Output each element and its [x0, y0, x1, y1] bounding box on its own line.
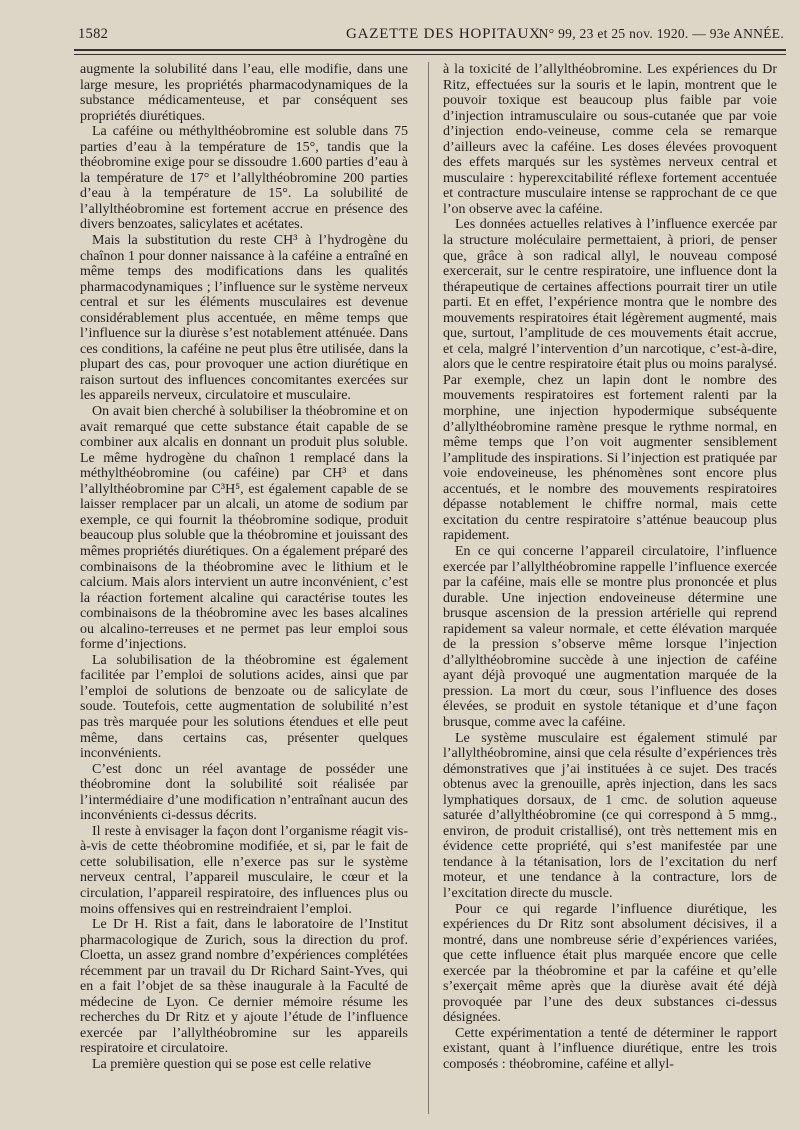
paragraph: C’est donc un réel avantage de posséder une théobromine dont la solubilité soit réalisée par l’intermédiaire d’une modification n’entraînant aucun des inconvénients ci-dessus décrits. [80, 761, 408, 824]
issue-info: N° 99, 23 et 25 nov. 1920. — 93e ANNÉE. [538, 26, 784, 41]
paragraph: Le Dr H. Rist a fait, dans le laboratoire de l’Institut pharmacologique de Zurich, sous la direction du prof. Cloetta, un assez grand nombre d’expériences complétées récemment par un travail du Dr Richard Saint-Yves, qui en a fait l’objet de sa thèse inaugurale à la Faculté de médecine de Lyon. Ce dernier mémoire résume les recherches du Dr Ritz et y ajoute l’étude de l’influence exercée par l’allylthéobromine sur les appareils respiratoire et circulatoire. [80, 917, 408, 1057]
page-number: 1582 [78, 26, 109, 42]
paragraph: La solubilisation de la théobromine est également facilitée par l’emploi de solutions acides, ainsi que par l’emploi de solutions de benzoate ou de salicylate de soude. Toutefois, cette augmentation de solubilité n’est pas très marquée pour les solutions étendues et elle peut même, dans certains cas, présenter quelques inconvénients. [80, 652, 408, 762]
paragraph: Cette expérimentation a tenté de déterminer le rapport existant, quant à l’influence diurétique, entre les trois composés : théobromine, caféine et allyl- [443, 1025, 777, 1072]
journal-title: GAZETTE DES HOPITAUX [346, 26, 541, 42]
page-header [78, 26, 784, 48]
paragraph: La caféine ou méthylthéobromine est soluble dans 75 parties d’eau à la température de 15°, tandis que la théobromine exige pour se dissoudre 1.600 parties d’eau à la température de 17° et l’allylthéobromine 200 parties d’eau à la température de 15°. La solubilité de l’allylthéobromine est fortement accrue en présence des divers benzoates, salicylates et acétates. [80, 124, 408, 233]
paragraph: La première question qui se pose est celle relative [92, 1057, 372, 1072]
paragraph: augmente la solubilité dans l’eau, elle modifie, dans une large mesure, les propriétés pharmacodynamiques de la substance médicamenteuse, et par conséquent ses propriétés diurétiques. [80, 62, 408, 124]
left-column [80, 62, 408, 1073]
paragraph: à la toxicité de l’allylthéobromine. Les expériences du Dr Ritz, effectuées sur la souris et le lapin, montrent que le pouvoir toxique est beaucoup plus faible par voie d’injection intramusculaire ou sous-cutanée que par voie d’injection endo-veineuse, comme cela se remarque d’ailleurs avec la caféine. Les doses élevées provoquent des effets marqués sur les systèmes nerveux central et musculaire : hyperexcitabilité réflexe fortement accentuée et contracture musculaire intense se rapprochant de ce que l’on observe avec la caféine. [443, 62, 777, 217]
paragraph: On avait bien cherché à solubiliser la théobromine et on avait remarqué que cette substance était capable de se combiner aux alcalis en donnant un produit plus soluble. Le même hydrogène du chaînon 1 remplacé dans la méthylthéobromine (ou caféine) par CH³ et dans l’allylthéobromine par C³H⁵, est également capable de se laisser remplacer par un alcali, un atome de sodium par exemple, ce qui fournit la théobromine sodique, produit beaucoup plus soluble que la théobromine et jouissant des mêmes propriétés diurétiques. On a également préparé des combinaisons de la théobromine avec le lithium et le calcium. Mais alors intervient un autre inconvénient, c’est la réaction fortement alcaline qui caractérise toutes les combinaisons de la théobromine avec les bases alcalines ou alcalino-terreuses et ne permet pas leur emploi sous forme d’injections. [80, 404, 408, 653]
paragraph: Il reste à envisager la façon dont l’organisme réagit vis-à-vis de cette théobromine modifiée, et si, par le fait de cette solubilisation, elle n’exerce pas sur le système nerveux central, l’appareil musculaire, le cœur et la circulation, l’appareil respiratoire, des influences plus ou moins offensives qui en restreindraient l’emploi. [80, 823, 408, 917]
right-column [443, 62, 777, 1073]
paragraph: Pour ce qui regarde l’influence diurétique, les expériences du Dr Ritz sont absolument décisives, il a montré, dans une nombreuse série d’expériences variées, que cette influence était plus marquée encore que celle exercée par la théobromine et par la caféine et qu’elle s’exerçait même après que la diurèse avait été déjà provoquée par l’une des deux substances ci-dessus désignées. [443, 901, 777, 1026]
column-divider [428, 62, 429, 1114]
header-rule-thin [74, 54, 786, 55]
header-rule-thick [74, 49, 786, 51]
paragraph: En ce qui concerne l’appareil circulatoire, l’influence exercée par l’allylthéobromine rappelle l’influence exercée par la caféine, mais elle se montre plus prononcée et plus durable. Une injection endoveineuse détermine une brusque ascension de la pression artérielle qui reprend rapidement sa valeur normale, et cette élévation marquée de la pression s’observe même lorsque l’injection d’allylthéobromine succède à une injection de caféine ayant déjà provoqué une augmentation marquée de la pression. La mort du cœur, sous l’influence des doses élevées, se produit en systole tétanique et d’une façon brusque, comme avec la caféine. [443, 543, 777, 730]
paragraph: Mais la substitution du reste CH³ à l’hydrogène du chaînon 1 pour donner naissance à la caféine a entraîné en même temps des modifications dans les qualités pharmacodynamiques ; l’influence sur le système nerveux central et sur les éléments musculaires est devenue considérablement plus accentuée, en même temps que l’influence sur la diurèse s’est notablement atténuée. Dans ces conditions, la caféine ne peut plus être utilisée, dans la plupart des cas, pour provoquer une action diurétique en raison surtout des influences concomitantes exercées sur les appareils nerveux, circulatoire et musculaire. [80, 233, 408, 404]
paragraph: Les données actuelles relatives à l’influence exercée par la structure moléculaire permettaient, à priori, de penser que, grâce à son radical allyl, le nouveau composé exercerait, sur le centre respiratoire, une influence dont la thérapeutique de certaines affections pourrait tirer un utile parti. Et en effet, l’expérience montra que le nombre des mouvements respiratoires était légèrement augmenté, mais que, surtout, l’amplitude de ces mouvements était accrue, et cela, malgré l’intervention d’un narcotique, c’est-à-dire, alors que le centre respiratoire était plus ou moins paralysé. Par exemple, chez un lapin dont le nombre des mouvements respiratoires est fortement ralenti par la morphine, une injection hypodermique subséquente d’allylthéobromine ramène presque le rythme normal, en même temps que l’on voit augmenter sensiblement l’amplitude des inspirations. Si l’injection est pratiquée par voie endoveineuse, les phénomènes sont encore plus accentués, et le nombre des mouvements respiratoires dépasse notablement le chiffre normal, mais cette excitation du centre respiratoire s’atténue beaucoup plus rapidement. [443, 217, 777, 544]
paragraph: Le système musculaire est également stimulé par l’allylthéobromine, ainsi que cela résulte d’expériences très démonstratives que j’ai instituées à ce sujet. Des tracés obtenus avec la grenouille, après injection, dans les sacs lymphatiques dorsaux, de 1 cmc. de solution aqueuse saturée d’allylthéobromine (ce qui correspond à 5 mmg., environ, de produit cristallisé), ont très nettement mis en évidence cette propriété, qui s’est manifestée par une tendance à la tétanisation, lors de l’excitation du nerf moteur, et une tendance à la contracture, lors de l’excitation directe du muscle. [443, 730, 777, 901]
